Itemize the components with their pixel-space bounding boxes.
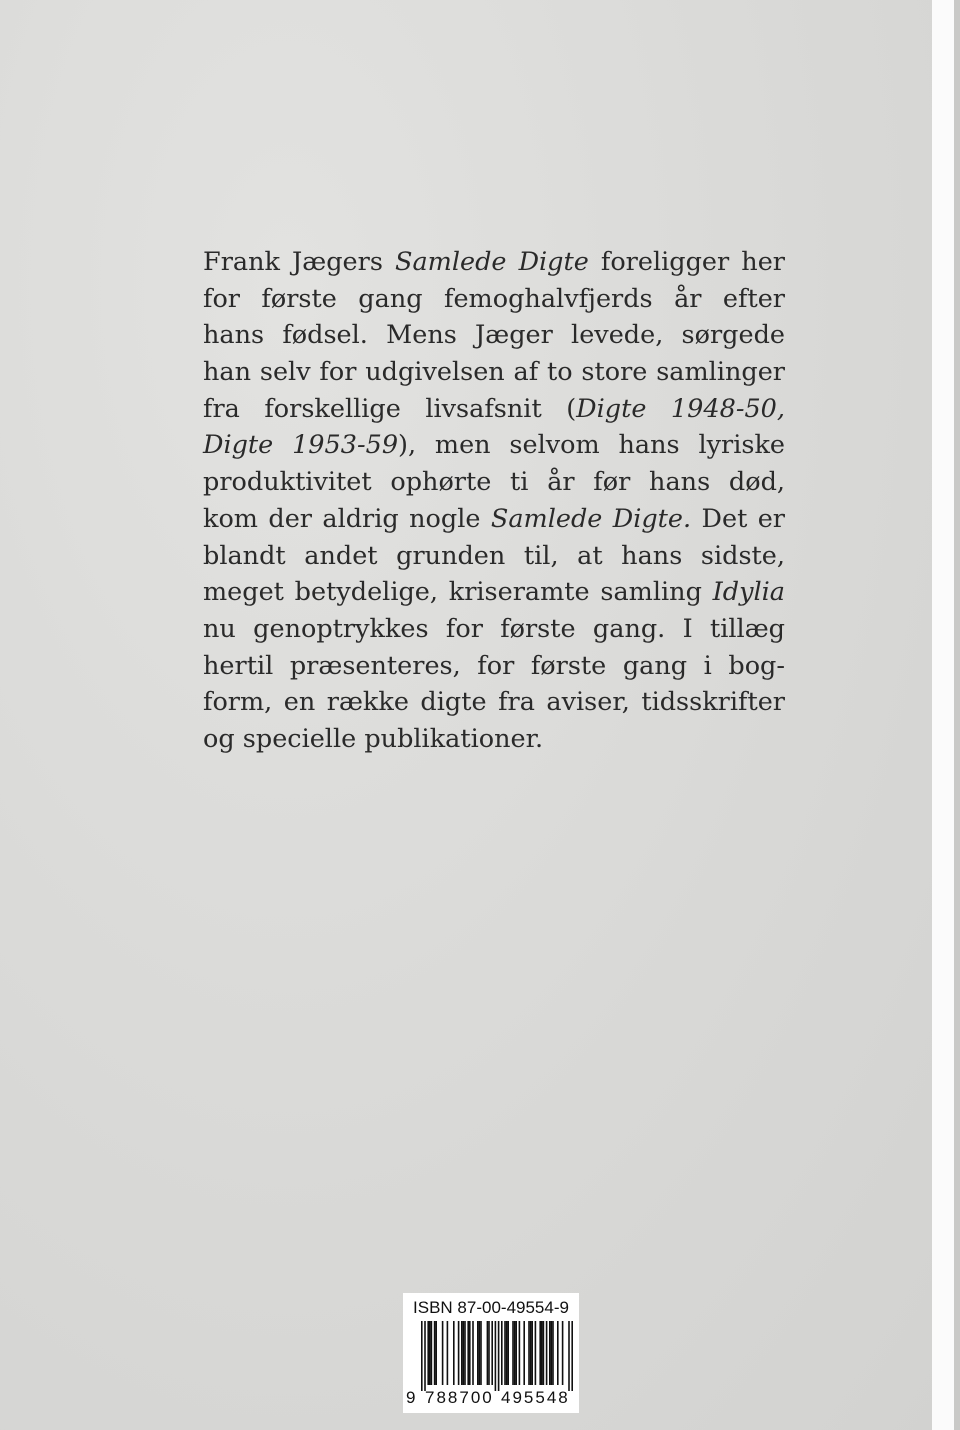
barcode-bar [487,1321,489,1385]
italic-title: Digte 1953-59 [203,430,399,461]
isbn-text: ISBN 87-00-49554-9 [413,1298,569,1317]
barcode-bar [506,1321,508,1385]
barcode-bar [515,1321,517,1385]
blurb-text: produktivitet ophørte ti år før hans død, [203,467,785,498]
barcode-bars [411,1321,573,1391]
blurb-text: meget betydelige, kriseramte samling [203,577,713,608]
barcode-bar [429,1321,431,1385]
barcode-bar [535,1321,537,1385]
barcode-right-digits: 495548 [501,1388,570,1407]
barcode-bar [528,1321,530,1385]
barcode-bar [541,1321,543,1385]
blurb-line [203,721,785,758]
blurb-text: fra forskellige livsafsnit ( [203,393,577,424]
barcode-bar [453,1321,455,1385]
blurb-text: foreligger her [588,247,785,277]
blurb-line [203,684,785,721]
barcode-left-digits: 788700 [425,1388,494,1407]
italic-title: Idylia [712,577,785,608]
blurb-text: blandt andet grunden til, at hans sidste, [203,540,785,571]
italic-title: Samlede Digte [394,247,589,277]
blurb-text: form, en række digte fra aviser, tidsskrifter [203,687,785,718]
barcode-bar [469,1321,471,1385]
barcode-bar [463,1321,465,1385]
barcode-bar [464,1321,466,1385]
barcode-bar [435,1321,437,1385]
barcode-bar [424,1321,426,1391]
barcode-bar [479,1321,481,1385]
italic-title: Samlede Digte. [490,503,692,534]
barcode-bar [562,1321,564,1385]
blurb-line [203,501,785,538]
blurb-line [203,281,785,318]
barcode-bar [530,1321,532,1385]
barcode-bar [495,1321,497,1391]
blurb-text: Det er [691,503,785,534]
blurb-line [203,317,785,354]
barcode-bar [551,1321,553,1385]
barcode-bar [480,1321,482,1385]
barcode-bar [571,1321,573,1391]
blurb-text: nu genoptrykkes for første gang. I tillæg [203,613,785,644]
blurb-text: Frank Jægers [203,247,395,277]
barcode-bar [507,1321,509,1385]
barcode-bar [519,1321,521,1385]
barcode-bar [501,1321,503,1385]
barcode-bar [477,1321,479,1385]
blurb-line [203,464,785,501]
blurb-line [203,354,785,391]
barcode-bar [491,1321,493,1385]
barcode-bar [447,1321,449,1385]
barcode-bar [434,1321,436,1385]
barcode-bar [472,1321,474,1385]
barcode-bar [467,1321,469,1385]
barcode-bar [427,1321,429,1385]
barcode-first-digit: 9 [406,1388,416,1407]
barcode-bar [514,1321,516,1385]
barcode-bar [549,1321,551,1385]
barcode-bar [421,1321,423,1391]
barcode-bar [458,1321,460,1385]
barcode-bar [552,1321,554,1385]
back-cover-blurb [203,244,785,758]
barcode-bar [498,1321,500,1391]
spine-strip [932,0,954,1430]
blurb-text: kom der aldrig nogle [203,503,491,534]
barcode-bar [504,1321,506,1385]
blurb-text: ), men selvom hans lyriske [398,430,785,461]
blurb-line [203,244,785,281]
blurb-line [203,538,785,575]
barcode-bar [543,1321,545,1385]
blurb-line [203,574,785,611]
blurb-text: hans fødsel. Mens Jæger levede, sørgede [203,320,785,351]
barcode-bar [431,1321,433,1385]
barcode-bar [546,1321,548,1385]
barcode-bar [512,1321,514,1385]
italic-title: Digte 1948-50, [576,393,785,424]
barcode-bar [568,1321,570,1391]
barcode-bar [557,1321,559,1385]
blurb-text: han selv for udgivelsen af to store samlinger [203,357,785,388]
blurb-text: for første gang femoghalvfjerds år efter [203,283,785,314]
barcode-bar [442,1321,444,1385]
barcode-bar [523,1321,525,1385]
blurb-line [203,391,785,428]
blurb-text: og specielle publikationer. [203,723,544,754]
barcode-bar [531,1321,533,1385]
spine-edge [954,0,960,1430]
barcode-bar [539,1321,541,1385]
blurb-line [203,427,785,464]
blurb-line [203,648,785,685]
barcode-bar [488,1321,490,1385]
barcode-bar [461,1321,463,1385]
blurb-text: hertil præsenteres, for første gang i bog- [203,650,785,681]
blurb-line [203,611,785,648]
isbn-barcode-label [403,1293,579,1413]
